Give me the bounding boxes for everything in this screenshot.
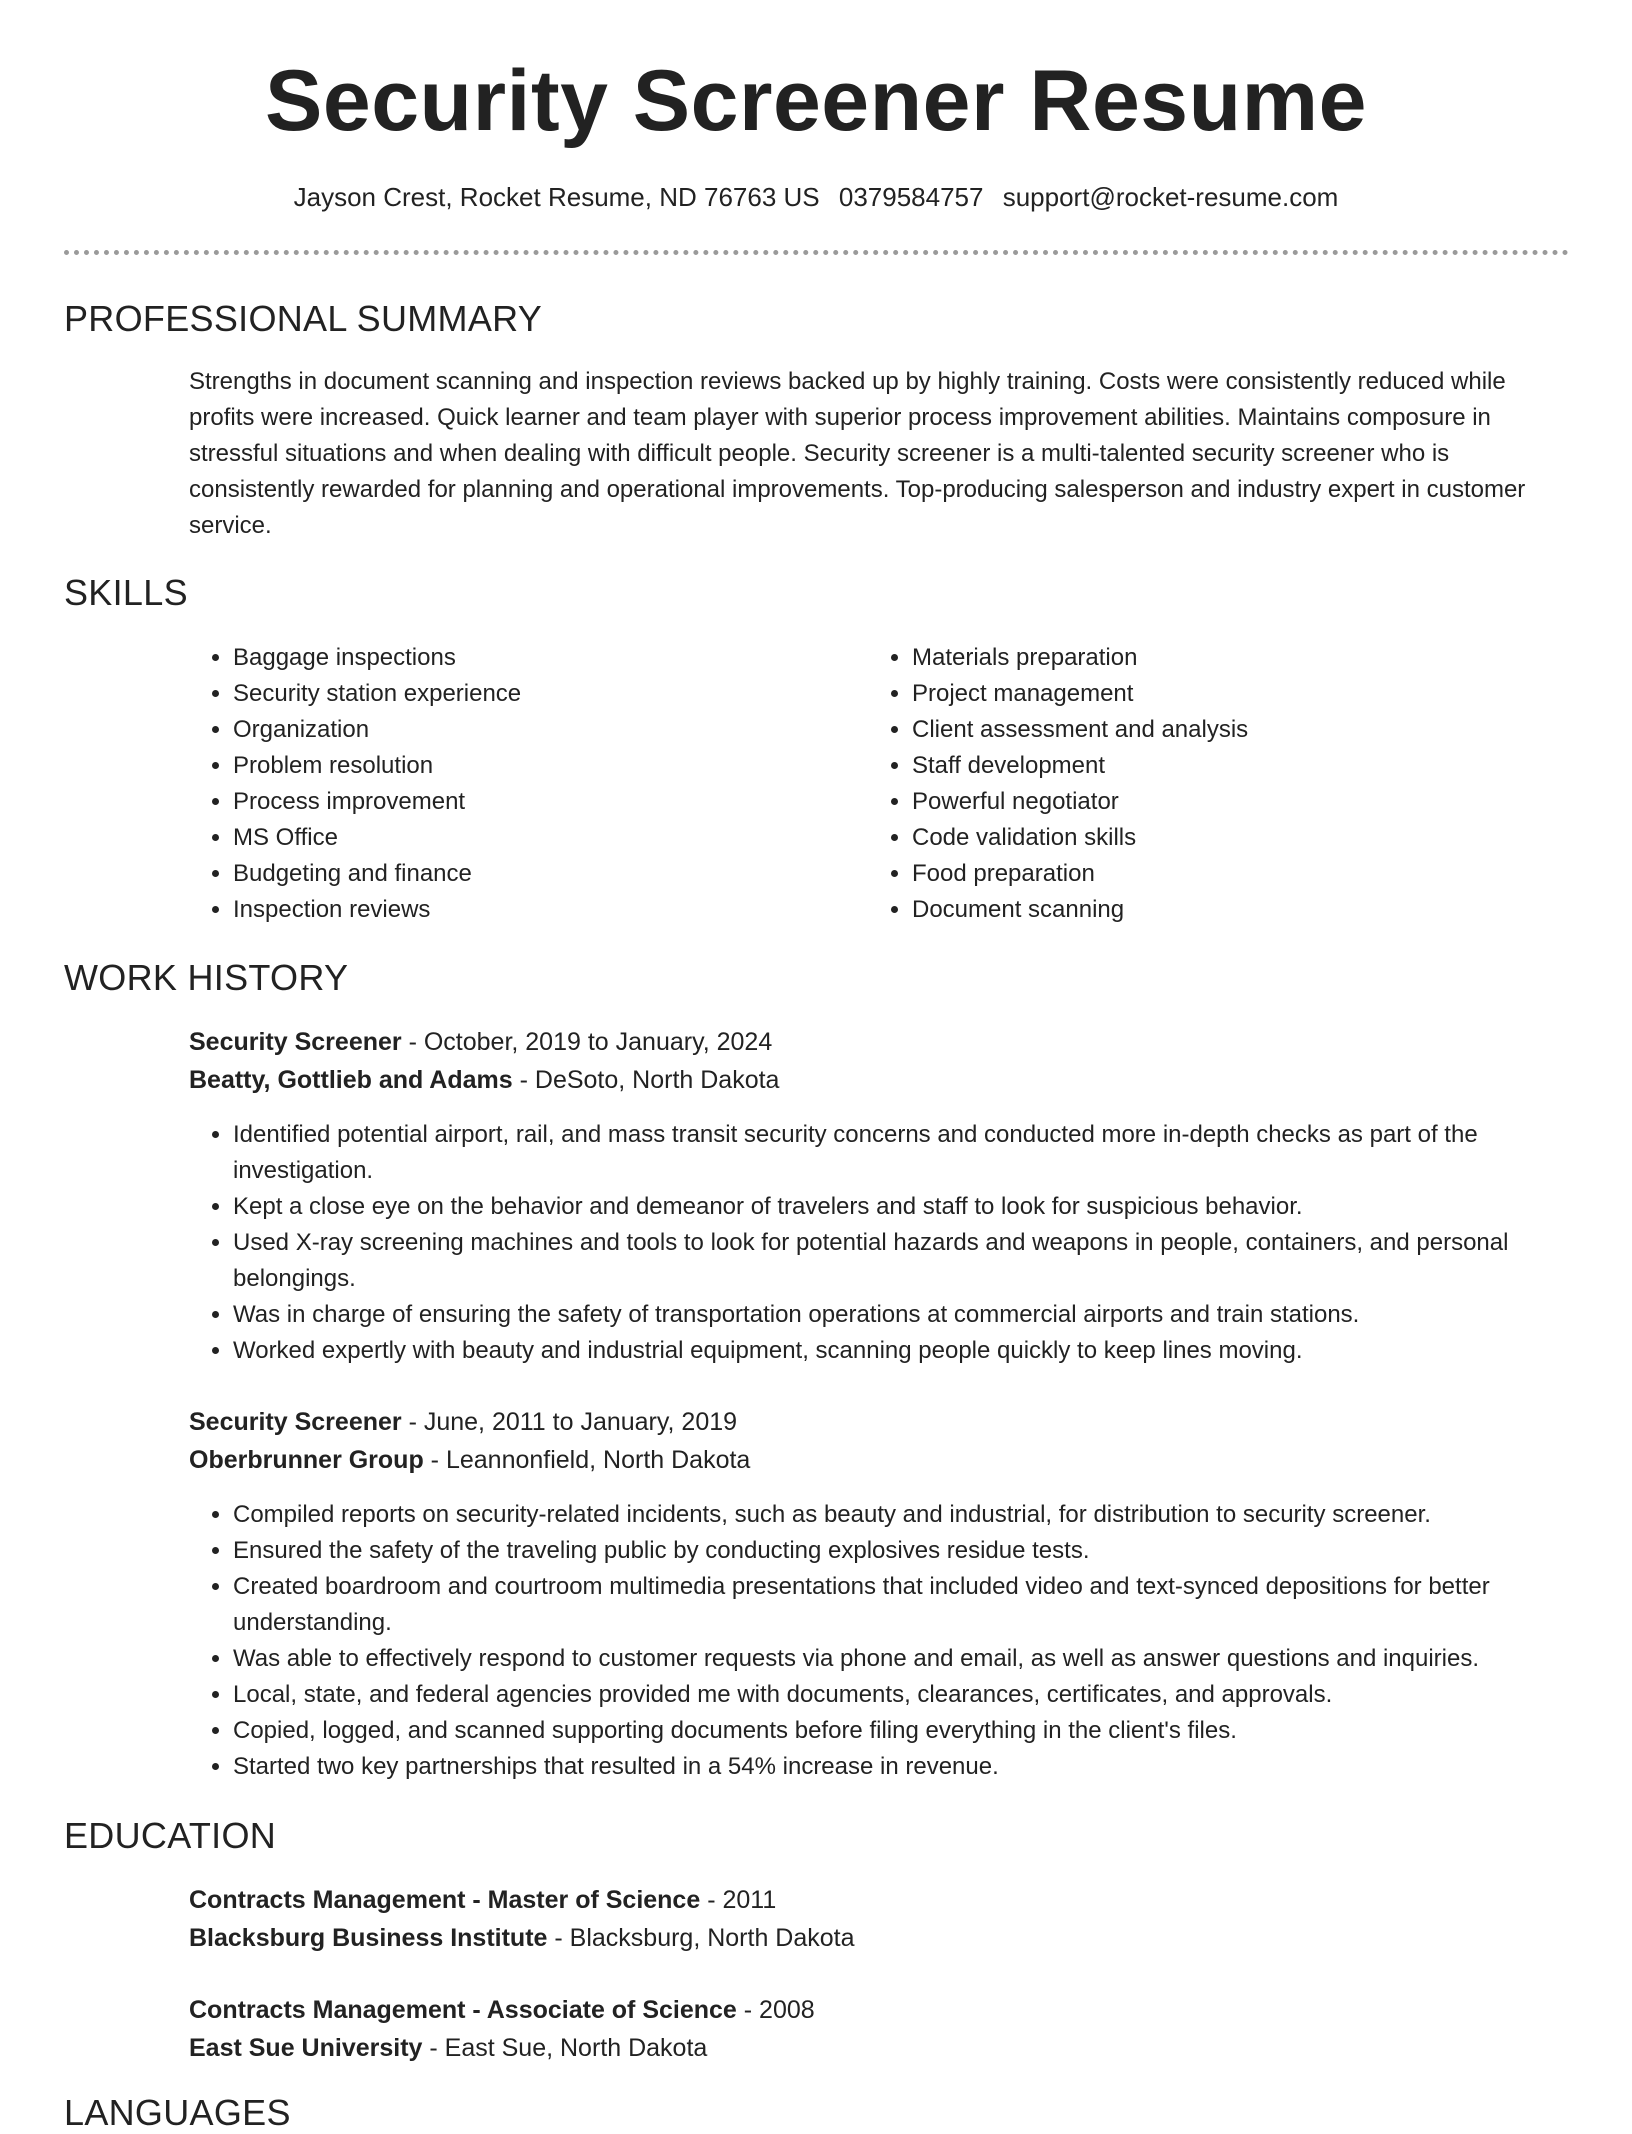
job-2-bullets [189, 1497, 1613, 1785]
skill-item: • Process improvement [233, 784, 521, 820]
job-1-bullets [189, 1117, 1613, 1369]
job-1-title-line [189, 1028, 772, 1057]
edu-2-school-line [189, 2034, 707, 2063]
skill-item: • Baggage inspections [233, 640, 521, 676]
skill-item: • Budgeting and finance [233, 856, 521, 892]
edu-2-degree-line [189, 1996, 815, 2025]
job-bullet: • Worked expertly with beauty and industrial equipment, scanning people quickly to keep lines moving. [233, 1333, 1613, 1369]
edu-location: - Blacksburg, North Dakota [547, 1924, 855, 1952]
skills-list-right [868, 640, 1248, 928]
skill-item: • MS Office [233, 820, 521, 856]
job-location: - DeSoto, North Dakota [512, 1066, 780, 1094]
summary-text: Strengths in document scanning and inspection reviews backed up by highly training. Costs were consistently reduced while profits were increased. Quick learner and team player with superior process improvement abilities. Maintains composure in stressful situations and when dealing with difficult people. Security screener is a multi-talented security screener who is consistently rewarded for planning and operational improvements. Top-producing salesperson and industry expert in customer service. [189, 368, 1526, 539]
skills-list-left [189, 640, 521, 928]
summary-heading: PROFESSIONAL SUMMARY [64, 298, 543, 339]
edu-school: East Sue University [189, 2034, 423, 2062]
job-bullet: • Was in charge of ensuring the safety of transportation operations at commercial airports and train stations. [233, 1297, 1613, 1333]
skill-item: • Code validation skills [912, 820, 1248, 856]
skill-item: • Organization [233, 712, 521, 748]
skill-item: • Project management [912, 676, 1248, 712]
edu-school: Blacksburg Business Institute [189, 1924, 548, 1952]
edu-1-school-line [189, 1924, 855, 1953]
job-2-company-line [189, 1446, 750, 1475]
languages-heading: LANGUAGES [64, 2092, 291, 2133]
job-bullet: • Started two key partnerships that resulted in a 54% increase in revenue. [233, 1749, 1613, 1785]
skill-item: • Staff development [912, 748, 1248, 784]
job-bullet: • Was able to effectively respond to customer requests via phone and email, as well as answer questions and inquiries. [233, 1641, 1613, 1677]
edu-year: - 2008 [736, 1996, 815, 2024]
job-company: Oberbrunner Group [189, 1446, 424, 1474]
skill-item: • Materials preparation [912, 640, 1248, 676]
skills-heading: SKILLS [64, 572, 188, 613]
job-title: Security Screener [189, 1028, 402, 1056]
job-bullet: • Local, state, and federal agencies provided me with documents, clearances, certificates, and approvals. [233, 1677, 1613, 1713]
job-1-company-line [189, 1066, 779, 1095]
skill-item: • Document scanning [912, 892, 1248, 928]
job-2-title-line [189, 1408, 737, 1437]
job-company: Beatty, Gottlieb and Adams [189, 1066, 513, 1094]
edu-year: - 2011 [700, 1886, 777, 1914]
job-bullet: • Used X-ray screening machines and tools to look for potential hazards and weapons in people, containers, and personal belongings. [233, 1225, 1613, 1297]
edu-degree: Contracts Management - Master of Science [189, 1886, 701, 1914]
job-bullet: • Created boardroom and courtroom multimedia presentations that included video and text-synced depositions for better understanding. [233, 1569, 1613, 1641]
contact-line [0, 182, 1632, 213]
work-heading: WORK HISTORY [64, 957, 349, 998]
skill-item: • Problem resolution [233, 748, 521, 784]
contact-email[interactable]: support@rocket-resume.com [1002, 182, 1339, 212]
education-heading: EDUCATION [64, 1815, 277, 1856]
contact-phone: 0379584757 [838, 182, 984, 212]
edu-location: - East Sue, North Dakota [422, 2034, 708, 2062]
edu-degree: Contracts Management - Associate of Science [189, 1996, 737, 2024]
job-location: - Leannonfield, North Dakota [423, 1446, 751, 1474]
skill-item: • Powerful negotiator [912, 784, 1248, 820]
edu-1-degree-line [189, 1886, 776, 1915]
skill-item: • Food preparation [912, 856, 1248, 892]
skill-item: • Inspection reviews [233, 892, 521, 928]
job-bullet: • Ensured the safety of the traveling public by conducting explosives residue tests. [233, 1533, 1613, 1569]
job-dates: - October, 2019 to January, 2024 [401, 1028, 773, 1056]
job-dates: - June, 2011 to January, 2019 [401, 1408, 738, 1436]
resume-title: Security Screener Resume [265, 53, 1367, 149]
skill-item: • Security station experience [233, 676, 521, 712]
job-bullet: • Kept a close eye on the behavior and demeanor of travelers and staff to look for suspicious behavior. [233, 1189, 1613, 1225]
job-bullet: • Compiled reports on security-related incidents, such as beauty and industrial, for distribution to security screener. [233, 1497, 1613, 1533]
contact-address: Jayson Crest, Rocket Resume, ND 76763 US [293, 182, 820, 212]
job-bullet: • Copied, logged, and scanned supporting documents before filing everything in the client's files. [233, 1713, 1613, 1749]
job-bullet: • Identified potential airport, rail, and mass transit security concerns and conducted more in-depth checks as part of the investigation. [233, 1117, 1613, 1189]
header-divider [64, 250, 1569, 255]
job-title: Security Screener [189, 1408, 402, 1436]
skill-item: • Client assessment and analysis [912, 712, 1248, 748]
